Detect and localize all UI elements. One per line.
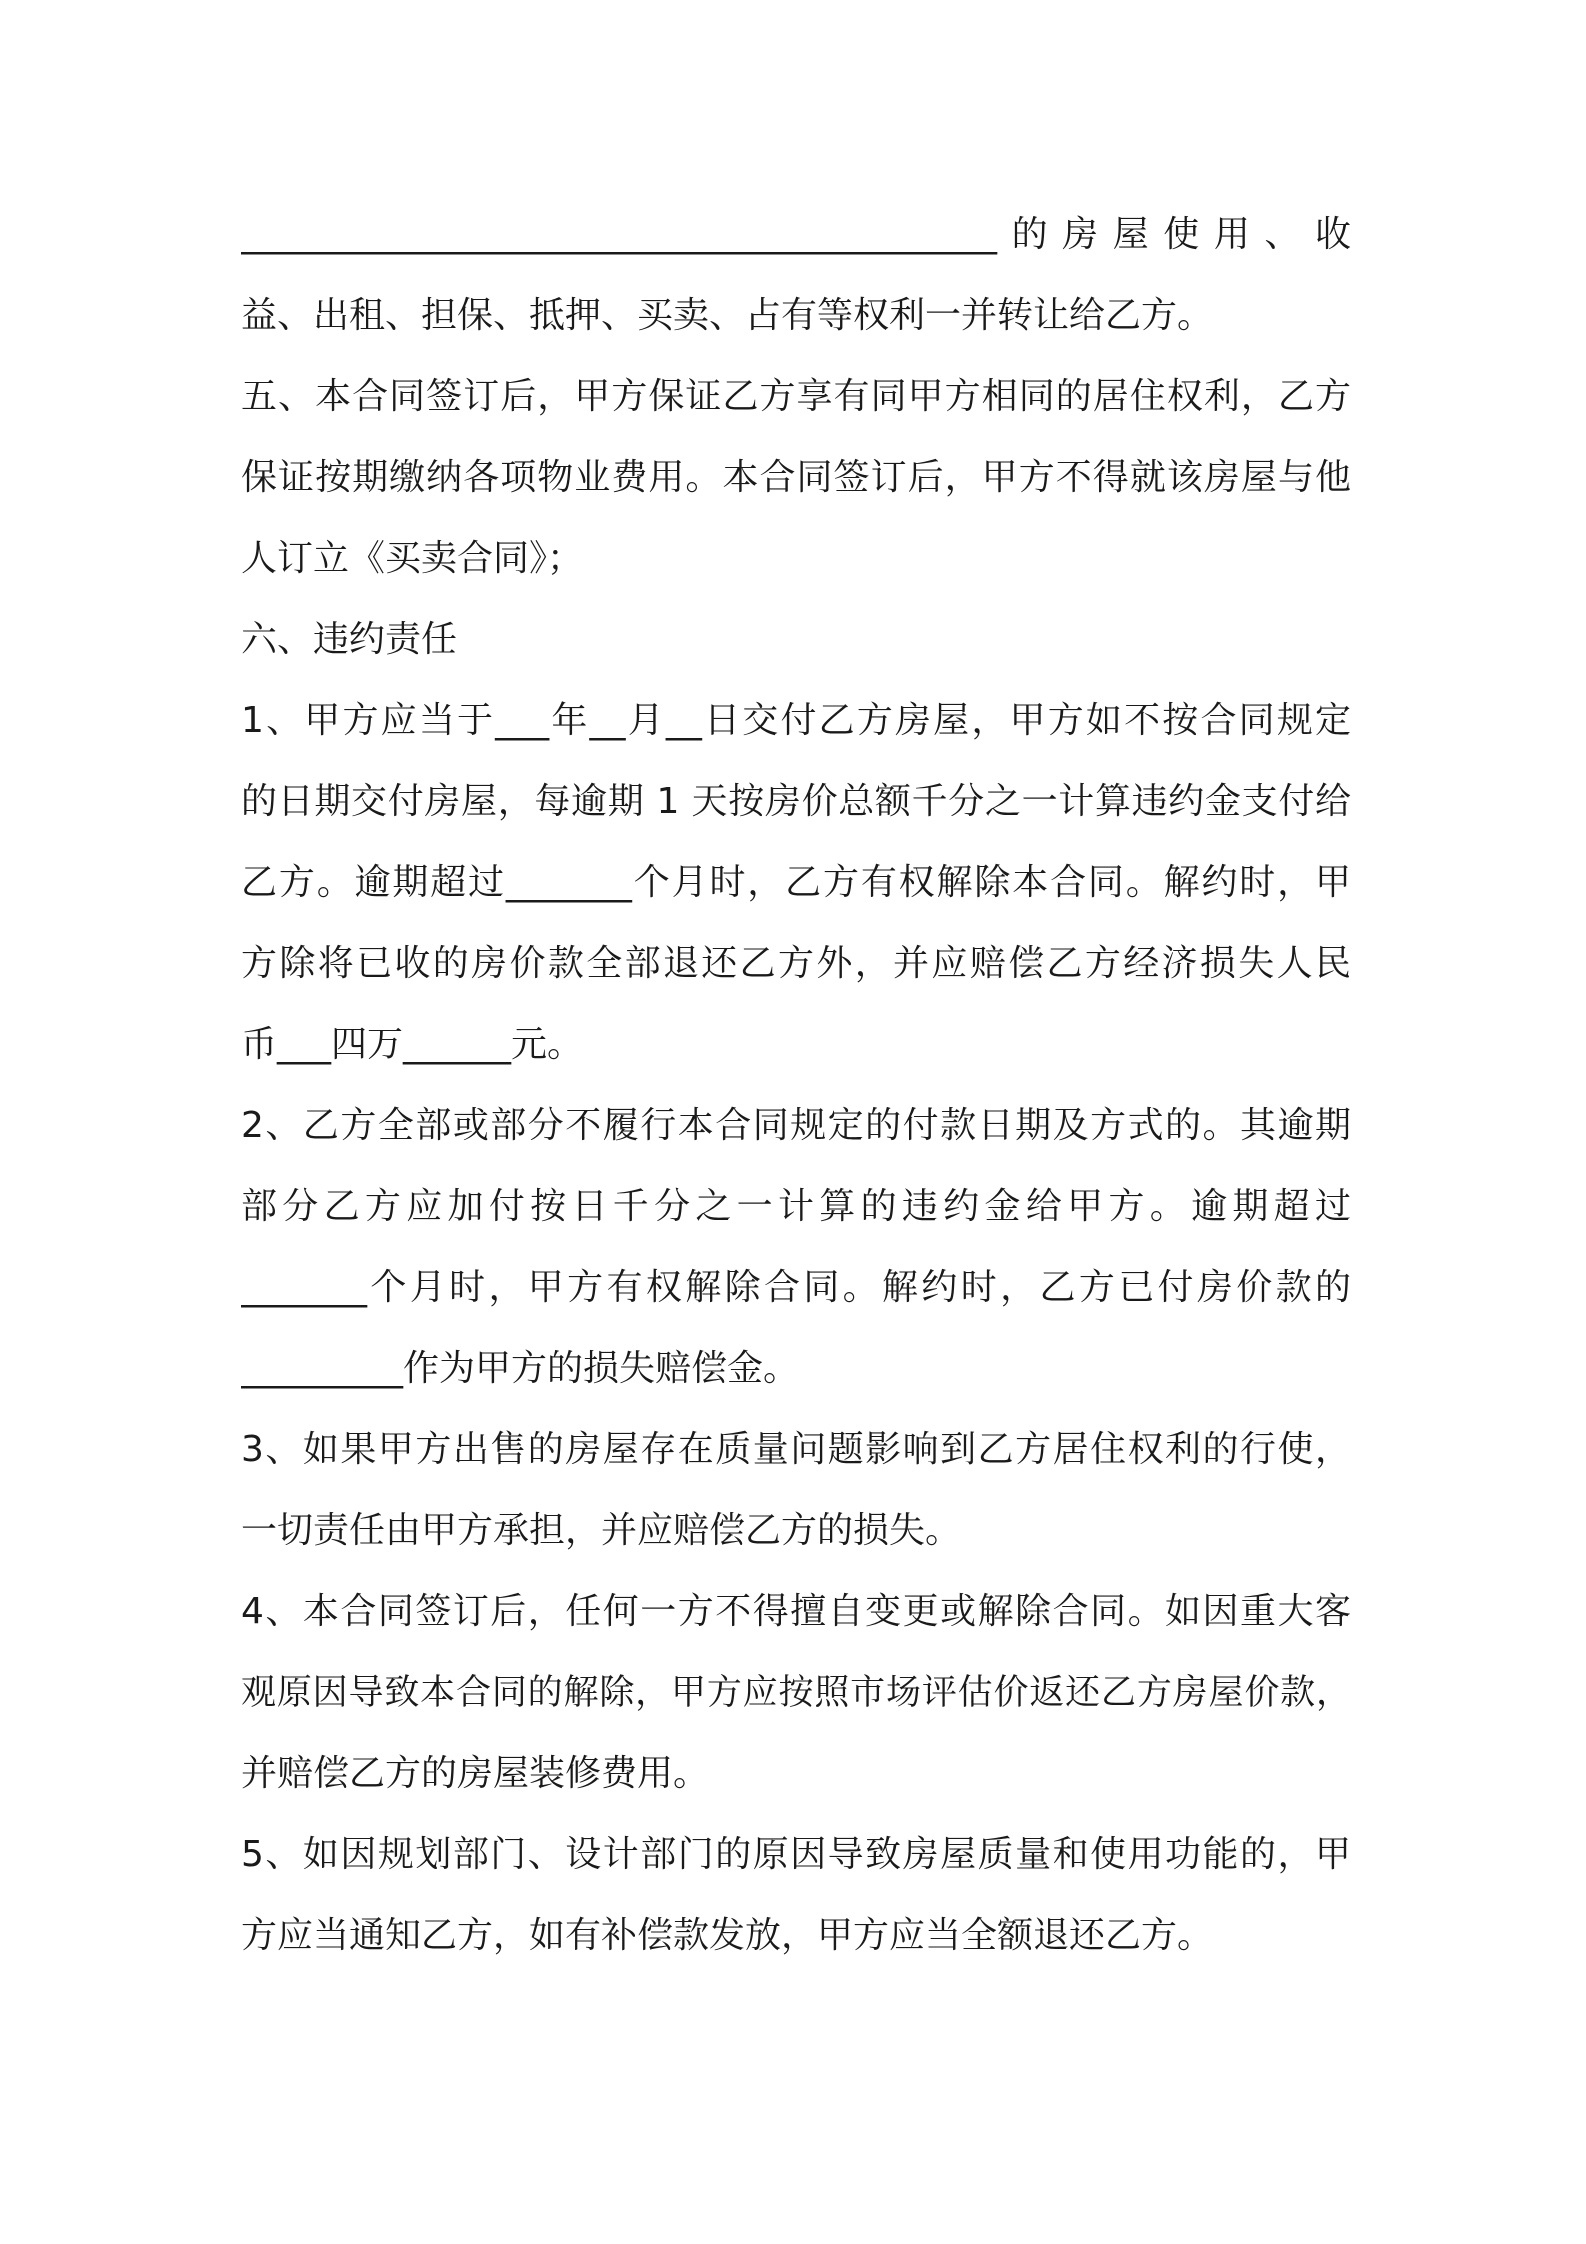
item-5-line-1: 5、如因规划部门、设计部门的原因导致房屋质量和使用功能的，甲 — [241, 1834, 1351, 1875]
item-3-line-2: 一切责任由甲方承担，并应赔偿乙方的损失。 — [241, 1510, 962, 1551]
clause-5-line-1: 五、本合同签订后，甲方保证乙方享有同甲方相同的居住权利，乙方 — [241, 376, 1351, 417]
section-heading-breach-liability: 六、违约责任 — [241, 619, 458, 660]
clause-5-line-2: 保证按期缴纳各项物业费用。本合同签订后，甲方不得就该房屋与他 — [241, 457, 1351, 498]
item-3-line-1: 3、如果甲方出售的房屋存在质量问题影响到乙方居住权利的行使， — [241, 1429, 1351, 1470]
item-1-line-3: 乙方。逾期超过_______个月时，乙方有权解除本合同。解约时，甲 — [241, 862, 1351, 903]
item-1-line-2: 的日期交付房屋，每逾期 1 天按房价总额千分之一计算违约金支付给 — [241, 781, 1351, 822]
clause-5-line-3: 人订立《买卖合同》； — [241, 538, 584, 579]
item-4-line-1: 4、本合同签订后，任何一方不得擅自变更或解除合同。如因重大客 — [241, 1591, 1351, 1632]
item-2-line-1: 2、乙方全部或部分不履行本合同规定的付款日期及方式的。其逾期 — [241, 1105, 1351, 1146]
text-line-transfer-rights-cont: 益、出租、担保、抵押、买卖、占有等权利一并转让给乙方。 — [241, 295, 1214, 336]
item-2-line-2: 部分乙方应加付按日千分之一计算的违约金给甲方。逾期超过 — [241, 1186, 1351, 1227]
item-2-line-4: _________作为甲方的损失赔偿金。 — [241, 1348, 800, 1389]
text-line-transfer-rights: __________________________________________的房屋使用、收 — [241, 214, 1351, 255]
item-5-line-2: 方应当通知乙方，如有补偿款发放，甲方应当全额退还乙方。 — [241, 1915, 1214, 1956]
item-2-line-3: _______个月时，甲方有权解除合同。解约时，乙方已付房价款的 — [241, 1267, 1351, 1308]
item-1-line-1: 1、甲方应当于___年__月__日交付乙方房屋，甲方如不按合同规定 — [241, 700, 1351, 741]
item-1-line-5: 币___四万______元。 — [241, 1024, 584, 1065]
item-4-line-3: 并赔偿乙方的房屋装修费用。 — [241, 1753, 710, 1794]
item-4-line-2: 观原因导致本合同的解除，甲方应按照市场评估价返还乙方房屋价款， — [241, 1673, 1351, 1713]
item-1-line-4: 方除将已收的房价款全部退还乙方外，并应赔偿乙方经济损失人民 — [241, 943, 1351, 984]
